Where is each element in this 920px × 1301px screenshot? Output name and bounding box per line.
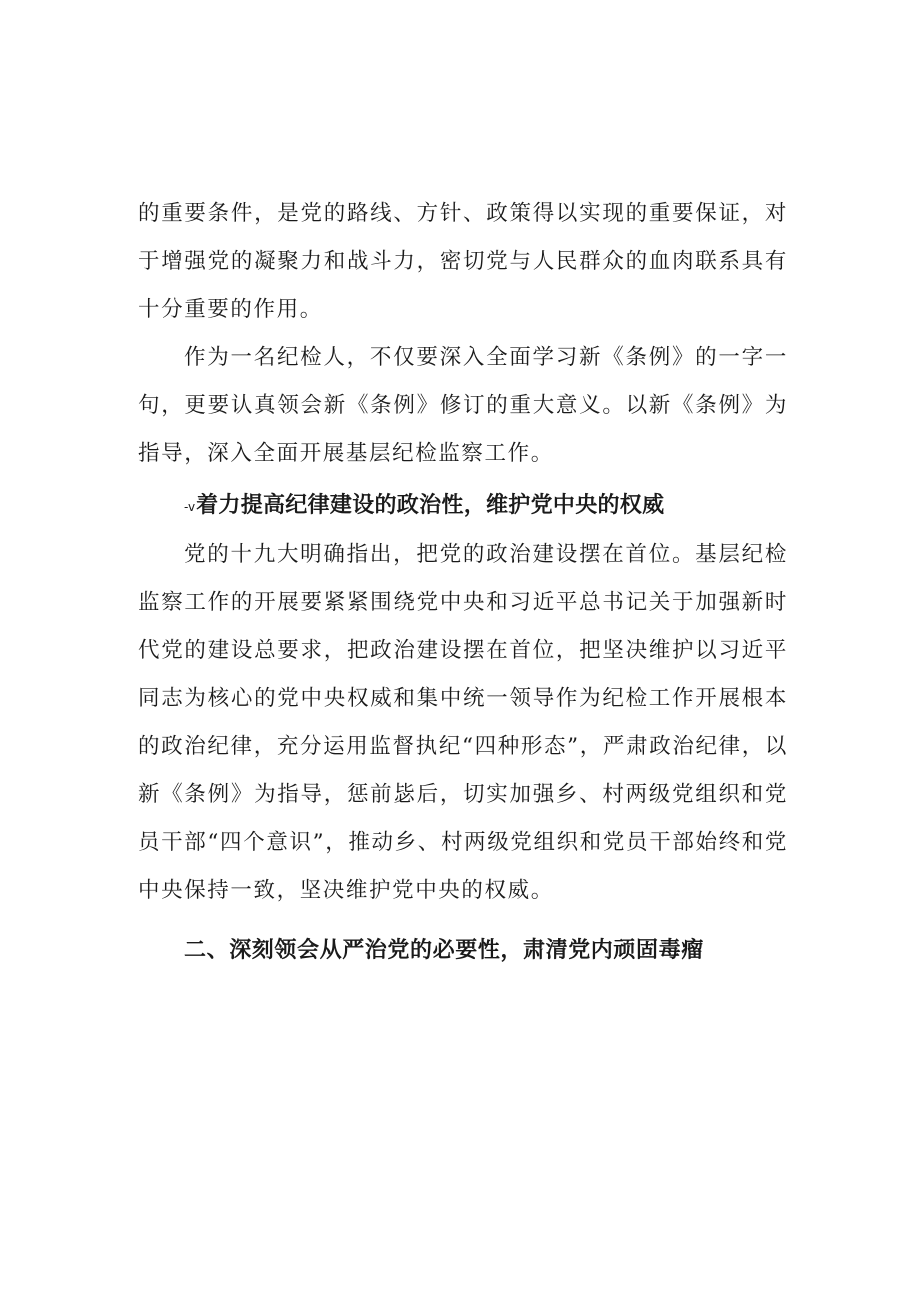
paragraph-continuation: 的重要条件，是党的路线、方针、政策得以实现的重要保证，对于增强党的凝聚力和战斗力，密切党与人民群众的血肉联系具有十分重要的作用。	[138, 201, 788, 322]
heading-1-text: 着力提高纪律建设的政治性，维护党中央的权威	[196, 493, 665, 518]
section-heading-1	[138, 482, 788, 531]
paragraph-political-construction: 党的十九大明确指出，把党的政治建设摆在首位。基层纪检监察工作的开展要紧紧围绕党中央和习近平总书记关于加强新时代党的建设总要求，把政治建设摆在首位，把坚决维护以习近平同志为核心的党中央权威和集中统一领导作为纪检工作开展根本的政治纪律，充分运用监督执纪“四种形态”，严肃政治纪律，以新《条例》为指导，惩前毖后，切实加强乡、村两级党组织和党员干部“四个意识”，推动乡、村两级党组织和党员干部始终和党中央保持一致，坚决维护党中央的权威。	[138, 542, 788, 903]
section-heading-2: 二、深刻领会从严治党的必要性，肃清党内顽固毒瘤	[184, 938, 704, 963]
document-body	[138, 190, 788, 975]
heading-marker: -v	[184, 500, 196, 514]
paragraph-study-regulations: 作为一名纪检人，不仅要深入全面学习新《条例》的一字一句，更要认真领会新《条例》修订的重大意义。以新《条例》为指导，深入全面开展基层纪检监察工作。	[138, 345, 788, 466]
